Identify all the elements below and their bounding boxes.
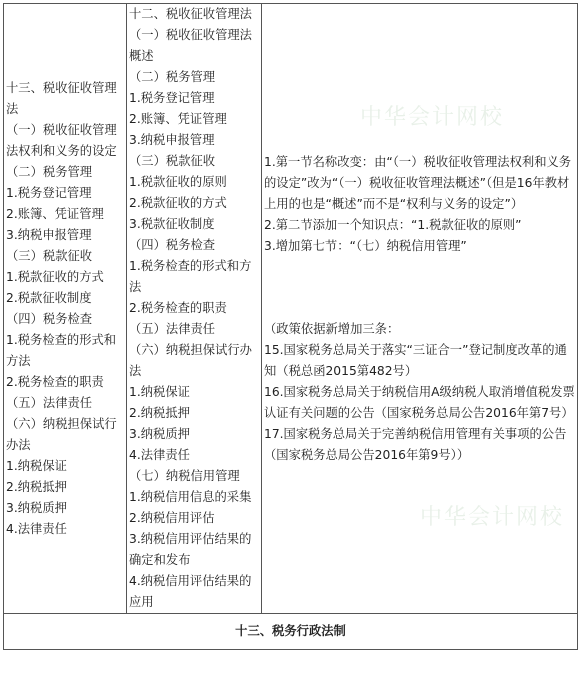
- new-item: 2.税款征收的方式: [129, 196, 227, 210]
- new-item: 1.税款征收的原则: [129, 175, 227, 189]
- new-item: 3.税款征收制度: [129, 217, 215, 231]
- syllabus-comparison-table: [3, 3, 578, 650]
- old-item: 2.账簿、凭证管理: [6, 206, 104, 221]
- new-item: 3.纳税信用评估结果的确定和发布: [129, 532, 252, 567]
- new-item: （三）税款征收: [129, 154, 216, 168]
- change-note: 2.第二节添加一个知识点：“1.税款征收的原则”: [264, 217, 522, 232]
- new-item: 4.纳税信用评估结果的应用: [129, 574, 252, 609]
- new-item: （六）纳税担保试行办法: [129, 343, 252, 378]
- watermark-logo: 中华会计网校: [420, 505, 565, 530]
- old-item: 1.税务登记管理: [6, 185, 92, 200]
- new-item: （一）税收征收管理法概述: [129, 28, 252, 63]
- new-item: 2.税务检查的职责: [129, 301, 227, 315]
- new-item: 1.税务检查的形式和方法: [129, 259, 252, 294]
- old-item: （一）税收征收管理法权利和义务的设定: [6, 122, 117, 158]
- old-syllabus-cell: [4, 4, 127, 614]
- notes-spacer: [264, 257, 575, 319]
- new-item: 1.税务登记管理: [129, 91, 215, 105]
- new-item: 4.法律责任: [129, 448, 190, 462]
- chapter-heading-row: [4, 614, 578, 650]
- changes-notes-cell: [262, 4, 578, 614]
- old-item: 十三、税收征收管理法: [6, 80, 117, 116]
- policy-basis-item: 15.国家税务总局关于落实“三证合一”登记制度改革的通知（税总函2015第482号）: [264, 342, 567, 378]
- new-item: 3.纳税质押: [129, 427, 190, 441]
- old-item: （六）纳税担保试行办法: [6, 416, 117, 452]
- policy-basis-intro: （政策依据新增加三条：: [264, 321, 400, 336]
- comparison-row: [4, 4, 578, 614]
- old-item: 2.税务检查的职责: [6, 374, 104, 389]
- change-note: 1.第一节名称改变：由“（一）税收征收管理法权利和义务的设定”改为“（一）税收征收管理法概述”（但是16年教材上用的也是“概述”而不是“权利与义务的设定”）: [264, 154, 572, 211]
- old-item: 3.纳税质押: [6, 500, 67, 515]
- old-item: （二）税务管理: [6, 164, 93, 179]
- new-item: 1.纳税保证: [129, 385, 190, 399]
- old-item: （三）税款征收: [6, 248, 93, 263]
- policy-basis-item: 16.国家税务总局关于纳税信用A级纳税人取消增值税发票认证有关问题的公告（国家税务总局公告2016年第7号）: [264, 384, 575, 420]
- new-item: 2.纳税抵押: [129, 406, 190, 420]
- old-item: 3.纳税申报管理: [6, 227, 92, 242]
- new-syllabus-cell: [127, 4, 262, 614]
- new-item: 2.纳税信用评估: [129, 511, 215, 525]
- old-item: 1.纳税保证: [6, 458, 67, 473]
- watermark-logo: 中华会计网校: [360, 105, 505, 130]
- new-item: （二）税务管理: [129, 70, 216, 84]
- old-item: （五）法律责任: [6, 395, 93, 410]
- policy-basis-item: 17.国家税务总局关于完善纳税信用管理有关事项的公告（国家税务总局公告2016年第9号））: [264, 426, 567, 462]
- old-item: 4.法律责任: [6, 521, 67, 536]
- new-item: 3.纳税申报管理: [129, 133, 215, 147]
- new-item: （七）纳税信用管理: [129, 469, 240, 483]
- old-item: 2.税款征收制度: [6, 290, 92, 305]
- new-item: 2.账簿、凭证管理: [129, 112, 227, 126]
- change-note: 3.增加第七节：“（七）纳税信用管理”: [264, 238, 467, 253]
- old-item: 1.税务检查的形式和方法: [6, 332, 117, 368]
- old-item: 2.纳税抵押: [6, 479, 67, 494]
- new-item: 十二、税收征收管理法: [129, 7, 252, 21]
- new-item: （四）税务检查: [129, 238, 216, 252]
- old-item: （四）税务检查: [6, 311, 93, 326]
- next-chapter-title: 十三、税务行政法制: [4, 614, 578, 650]
- new-item: 1.纳税信用信息的采集: [129, 490, 252, 504]
- new-item: （五）法律责任: [129, 322, 216, 336]
- old-item: 1.税款征收的方式: [6, 269, 104, 284]
